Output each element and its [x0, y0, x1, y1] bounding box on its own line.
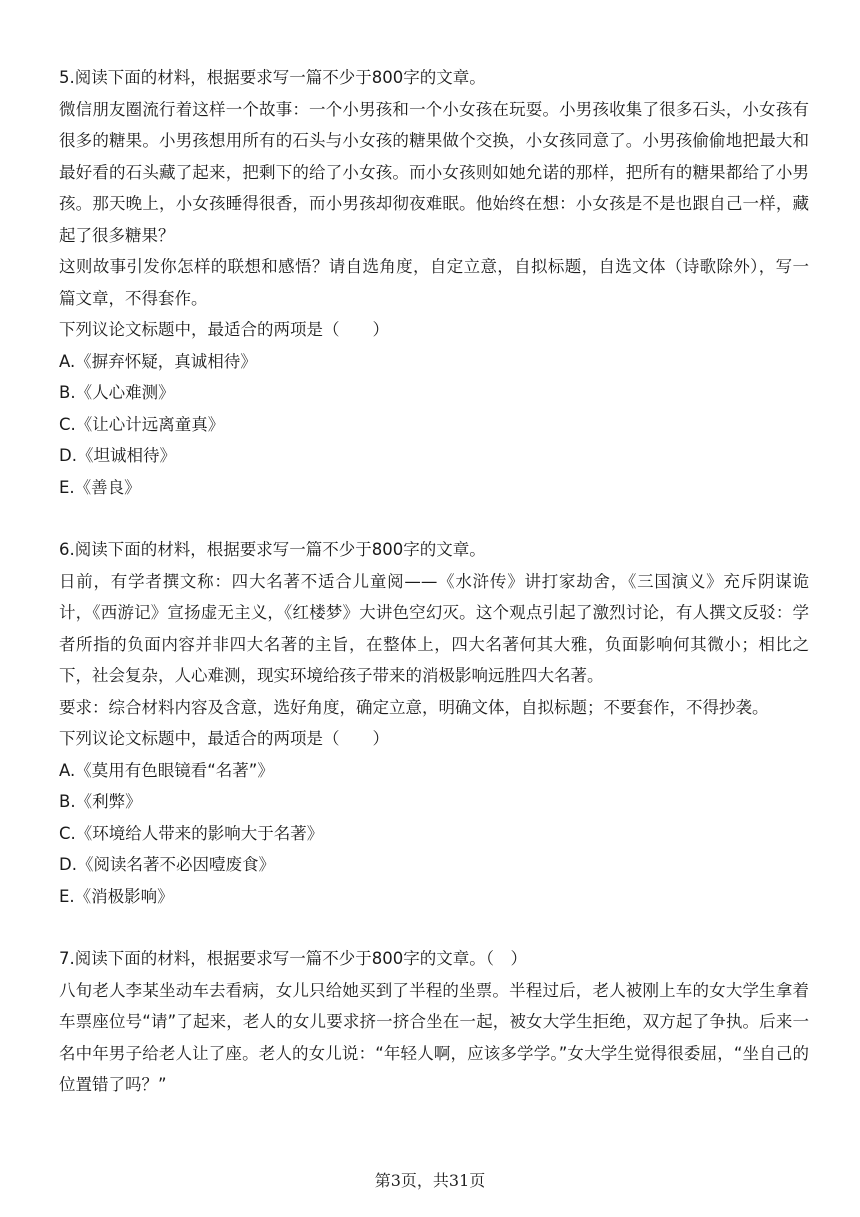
- question-material: 日前，有学者撰文称：四大名著不适合儿童阅——《水浒传》讲打家劫舍，《三国演义》充斥阴谋诡计，《西游记》宣扬虚无主义，《红楼梦》大讲色空幻灭。这个观点引起了激烈讨论，有人撰文反驳：学者所指的负面内容并非四大名著的主旨，在整体上，四大名著何其大雅，负面影响何其微小；相比之下，社会复杂，人心难测，现实环境给孩子带来的消极影响远胜四大名著。: [59, 571, 809, 685]
- option-b: B.《人心难测》: [59, 383, 175, 402]
- question-7: [59, 943, 809, 1101]
- option-c: C.《让心计远离童真》: [59, 414, 225, 434]
- question-stem: 5.阅读下面的材料，根据要求写一篇不少于800字的文章。: [59, 68, 486, 87]
- option-e: E.《善良》: [59, 477, 141, 497]
- option-a: A.《摒弃怀疑，真诚相待》: [59, 351, 257, 371]
- option-b: B.《利弊》: [59, 792, 142, 811]
- question-stem: 7.阅读下面的材料，根据要求写一篇不少于800字的文章。（ ）: [59, 949, 527, 968]
- question-material: 微信朋友圈流行着这样一个故事：一个小男孩和一个小女孩在玩耍。小男孩收集了很多石头，小女孩有很多的糖果。小男孩想用所有的石头与小女孩的糖果做个交换，小女孩同意了。小男孩偷偷地把最大和最好看的石头藏了起来，把剩下的给了小女孩。而小女孩则如她允诺的那样，把所有的糖果都给了小男孩。那天晚上，小女孩睡得很香，而小男孩却彻夜难眠。他始终在想：小女孩是不是也跟自己一样，藏起了很多糖果？: [59, 99, 809, 245]
- option-e: E.《消极影响》: [59, 886, 174, 906]
- question-stem: 6.阅读下面的材料，根据要求写一篇不少于800字的文章。: [59, 540, 486, 559]
- question-material: 八旬老人李某坐动车去看病，女儿只给她买到了半程的坐票。半程过后，老人被刚上车的女大学生拿着车票座位号“请”了起来，老人的女儿要求挤一挤合坐在一起，被女大学生拒绝，双方起了争执。后来一名中年男子给老人让了座。老人的女儿说：“年轻人啊，应该多学学。”女大学生觉得很委屈，“坐自己的位置错了吗？”: [59, 980, 809, 1094]
- document-page: [59, 62, 809, 1101]
- question-prompt: 下列议论文标题中，最适合的两项是（ ）: [59, 729, 389, 748]
- question-requirement: 这则故事引发你怎样的联想和感悟？请自选角度，自定立意，自拟标题，自选文体（诗歌除外），写一篇文章，不得套作。: [59, 257, 809, 308]
- question-6: [59, 534, 809, 912]
- option-d: D.《阅读名著不必因噎废食》: [59, 855, 275, 874]
- option-c: C.《环境给人带来的影响大于名著》: [59, 823, 324, 843]
- page-number: 第3页，共31页: [374, 1171, 486, 1190]
- option-a: A.《莫用有色眼镜看“名著”》: [59, 760, 274, 780]
- option-d: D.《坦诚相待》: [59, 446, 176, 465]
- question-5: [59, 62, 809, 503]
- question-requirement: 要求：综合材料内容及含意，选好角度，确定立意，明确文体，自拟标题；不要套作，不得抄袭。: [59, 697, 769, 717]
- question-prompt: 下列议论文标题中，最适合的两项是（ ）: [59, 320, 389, 339]
